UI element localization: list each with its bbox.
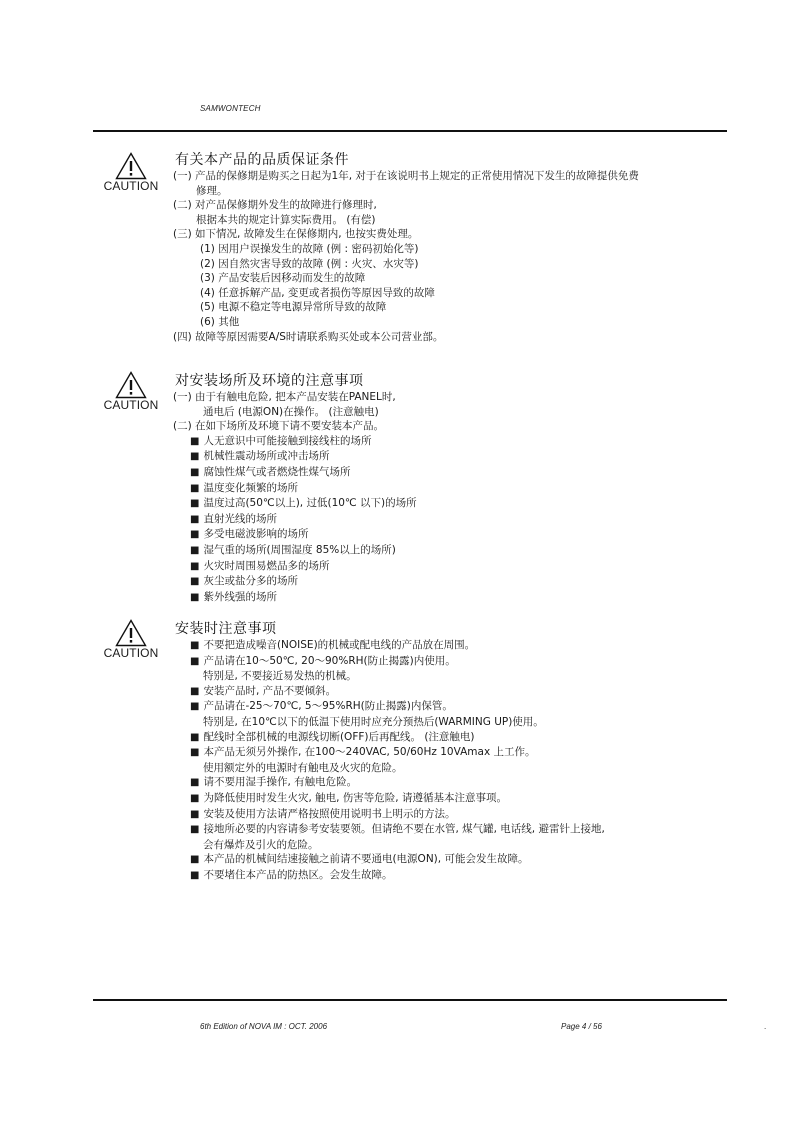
bullet-item: ■ 不要把造成噪音(NOISE)的机械或配电线的产品放在周围。 — [173, 638, 605, 654]
text-line: 特别是, 在10℃以下的低温下使用时应充分预热后(WARMING UP)使用。 — [203, 715, 544, 728]
bullet-item: ■ 本产品无须另外操作, 在100～240VAC, 50/60Hz 10VAmax 上工作。 — [173, 745, 605, 761]
text-line: 修理。 — [196, 184, 228, 197]
text-line: (二) 在如下场所及环境下请不要安装本产品。 — [173, 420, 385, 433]
bullet-item: ■ 产品请在10～50℃, 20～90%RH(防止揭露)内使用。 — [173, 654, 605, 670]
bullet-item: ■ 多受电磁波影响的场所 — [173, 527, 417, 543]
bullet-item: ■ 本产品的机械间结速接触之前请不要通电(电源ON), 可能会发生故障。 — [173, 852, 605, 868]
bullet-item: ■ 机械性震动场所或冲击场所 — [173, 449, 417, 465]
header-rule — [93, 130, 727, 132]
header-brand: SAMWONTECH — [200, 104, 261, 113]
section-body — [173, 169, 639, 344]
bullet-item: ■ 为降低使用时发生火灾, 触电, 伤害等危险, 请遵循基本注意事项。 — [173, 791, 605, 807]
bullet-item: ■ 湿气重的场所(周围湿度 85%以上的场所) — [173, 543, 417, 559]
list-item: (4) 任意拆解产品, 变更或者损伤等原因导致的故障 — [200, 286, 435, 299]
text-line: 根据本共的规定计算实际费用。 (有偿) — [196, 213, 376, 226]
warning-triangle-icon — [115, 619, 147, 647]
bullet-item: ■ 人无意识中可能接触到接线柱的场所 — [173, 434, 417, 450]
caution-label: CAUTION — [103, 646, 159, 660]
section-title: 安装时注意事项 — [175, 621, 277, 637]
section-title: 有关本产品的品质保证条件 — [175, 152, 349, 168]
bullet-item: ■ 直射光线的场所 — [173, 512, 417, 528]
footer-edition: 6th Edition of NOVA IM : OCT. 2006 — [200, 1022, 328, 1031]
text-line: 特别是, 不要接近易发热的机械。 — [203, 670, 357, 683]
list-item: (5) 电源不稳定等电源异常所导致的故障 — [200, 301, 387, 314]
bullet-item: ■ 腐蚀性煤气或者燃烧性煤气场所 — [173, 465, 417, 481]
footer-page-number: Page 4 / 56 — [561, 1022, 602, 1031]
caution-label: CAUTION — [103, 179, 159, 193]
caution-block — [100, 152, 162, 193]
caution-label: CAUTION — [103, 398, 159, 412]
list-item: (3) 产品安装后因移动而发生的故障 — [200, 272, 366, 285]
text-line: 通电后 (电源ON)在操作。 (注意触电) — [203, 405, 379, 418]
list-item: (1) 因用户误操发生的故障 (例 : 密码初始化等) — [200, 242, 419, 255]
bullet-item: ■ 配线时全部机械的电源线切断(OFF)后再配线。 (注意触电) — [173, 730, 605, 746]
bullet-item: ■ 安装产品时, 产品不要倾斜。 — [173, 684, 605, 700]
warning-triangle-icon — [115, 152, 147, 180]
bullet-item: ■ 接地所必要的内容请参考安装要领。但请绝不要在水管, 煤气罐, 电话线, 避雷针上接地, — [173, 822, 605, 838]
section-title: 对安装场所及环境的注意事项 — [175, 373, 364, 389]
warning-triangle-icon — [115, 371, 147, 399]
bullet-item: ■ 不要堵住本产品的防热区。会发生故障。 — [173, 868, 605, 884]
bullet-item: ■ 紫外线强的场所 — [173, 590, 417, 606]
section-body — [173, 390, 417, 605]
bullet-item: ■ 火灾时周围易燃品多的场所 — [173, 559, 417, 575]
bullet-item: ■ 灰尘或盐分多的场所 — [173, 574, 417, 590]
bullet-item: ■ 安装及使用方法请严格按照使用说明书上明示的方法。 — [173, 807, 605, 823]
text-line: (一) 产品的保修期是购买之日起为1年, 对于在该说明书上规定的正常使用情况下发生的故障提供免费 — [173, 170, 639, 182]
bullet-item: ■ 温度变化频繁的场所 — [173, 481, 417, 497]
footer-rule — [93, 999, 727, 1001]
text-line: 使用额定外的电源时有触电及火灾的危险。 — [203, 761, 403, 774]
text-line: (一) 由于有触电危险, 把本产品安装在PANEL时, — [173, 391, 396, 403]
bullet-item: ■ 请不要用湿手操作, 有触电危险。 — [173, 775, 605, 791]
caution-block — [100, 371, 162, 412]
footer-mark: . — [764, 1022, 767, 1031]
text-line: 会有爆炸及引火的危险。 — [203, 838, 319, 851]
list-item: (2) 因自然灾害导致的故障 (例 : 火灾、水灾等) — [200, 257, 419, 270]
caution-block — [100, 619, 162, 660]
list-item: (6) 其他 — [200, 315, 240, 328]
bullet-item: ■ 产品请在-25～70℃, 5～95%RH(防止揭露)内保管。 — [173, 699, 605, 715]
text-line: (四) 故障等原因需要A/S时请联系购买处或本公司营业部。 — [173, 330, 444, 343]
bullet-item: ■ 温度过高(50℃以上), 过低(10℃ 以下)的场所 — [173, 496, 417, 512]
text-line: (二) 对产品保修期外发生的故障进行修理时, — [173, 199, 377, 212]
section-body — [173, 638, 605, 884]
text-line: (三) 如下情况, 故障发生在保修期内, 也按实费处理。 — [173, 228, 419, 241]
